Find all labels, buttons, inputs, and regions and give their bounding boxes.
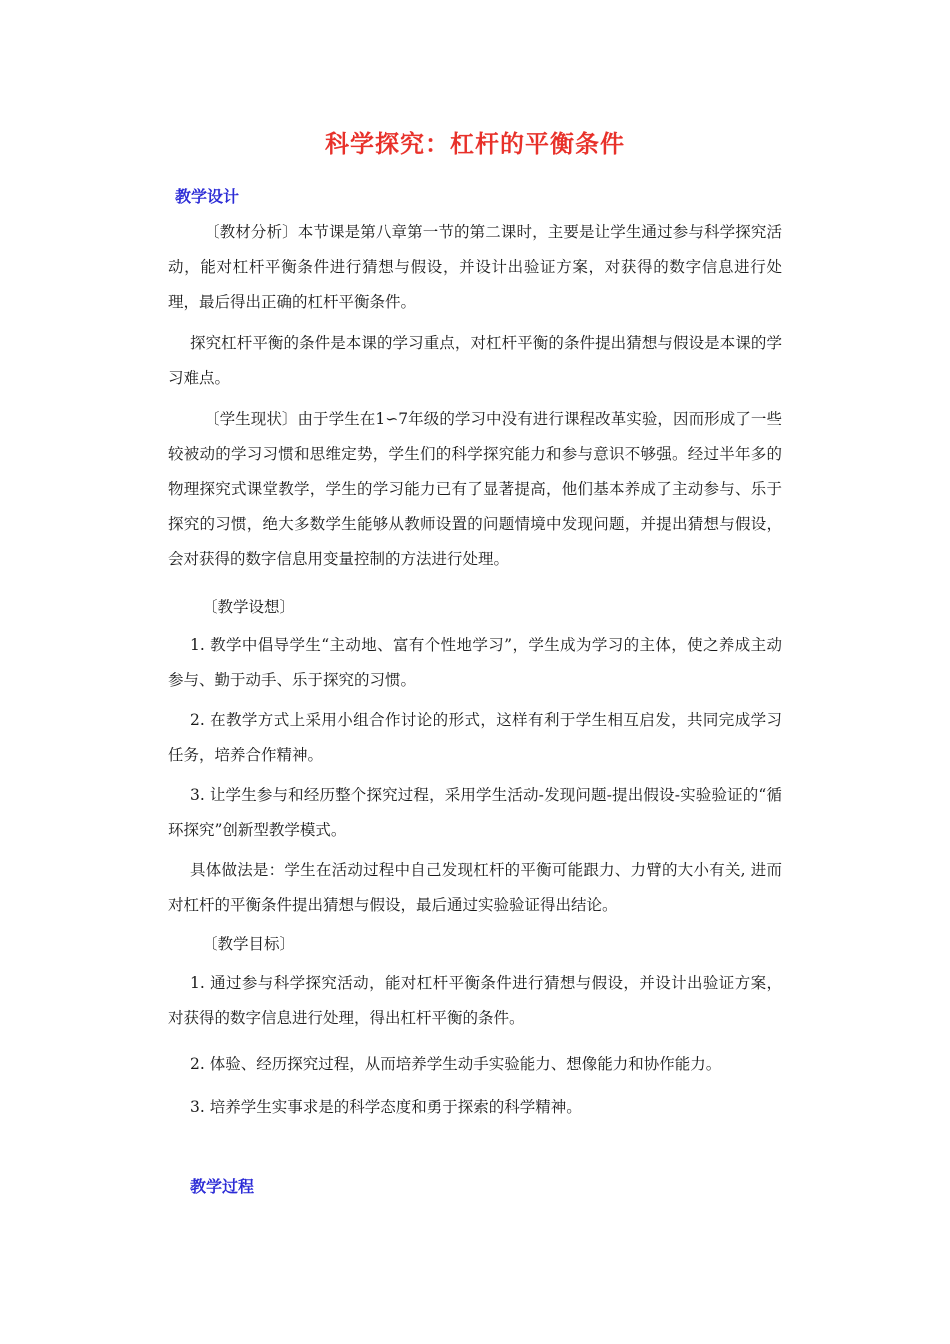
label-teaching-goals: 〔教学目标〕: [202, 935, 296, 953]
list-item-idea-3: 3. 让学生参与和经历整个探究过程，采用学生活动-发现问题-提出假设-实验验证的“循环探究”创新型教学模式。: [168, 786, 782, 839]
paragraph-material-analysis: 〔教材分析〕本节课是第八章第一节的第二课时，主要是让学生通过参与科学探究活动，能对杠杆平衡条件进行猜想与假设，并设计出验证方案，对获得的数字信息进行处理，最后得出正确的杠杆平衡条件。: [168, 223, 782, 311]
list-item-idea-2: 2. 在教学方式上采用小组合作讨论的形式，这样有利于学生相互启发，共同完成学习任务，培养合作精神。: [168, 711, 782, 764]
list-item-goal-3: 3. 培养学生实事求是的科学态度和勇于探索的科学精神。: [190, 1098, 582, 1116]
list-item-goal-1: 1. 通过参与科学探究活动，能对杠杆平衡条件进行猜想与假设，并设计出验证方案，对获得的数字信息进行处理，得出杠杆平衡的条件。: [168, 974, 782, 1027]
section-heading-teaching-design: 教学设计: [175, 187, 240, 206]
paragraph-student-status: 〔学生现状〕由于学生在1∽7年级的学习中没有进行课程改革实验，因而形成了一些较被动的学习习惯和思维定势，学生们的科学探究能力和参与意识不够强。经过半年多的物理探究式课堂教学，学生的学习能力已有了显著提高，他们基本养成了主动参与、乐于探究的习惯，绝大多数学生能够从教师设置的问题情境中发现问题，并提出猜想与假设，会对获得的数字信息用变量控制的方法进行处理。: [168, 410, 782, 568]
document-title: 科学探究：杠杆的平衡条件: [325, 129, 625, 158]
list-item-idea-1: 1. 教学中倡导学生“主动地、富有个性地学习”，学生成为学习的主体，使之养成主动参与、勤于动手、乐于探究的习惯。: [168, 636, 782, 689]
paragraph-focus-difficulty: 探究杠杆平衡的条件是本课的学习重点，对杠杆平衡的条件提出猜想与假设是本课的学习难点。: [168, 334, 782, 387]
label-teaching-idea: 〔教学设想〕: [202, 598, 296, 616]
section-heading-teaching-process: 教学过程: [190, 1177, 255, 1196]
list-item-goal-2: 2. 体验、经历探究过程，从而培养学生动手实验能力、想像能力和协作能力。: [190, 1055, 722, 1073]
paragraph-method: 具体做法是：学生在活动过程中自己发现杠杆的平衡可能跟力、力臂的大小有关, 进而对杠杆的平衡条件提出猜想与假设，最后通过实验验证得出结论。: [168, 861, 782, 914]
